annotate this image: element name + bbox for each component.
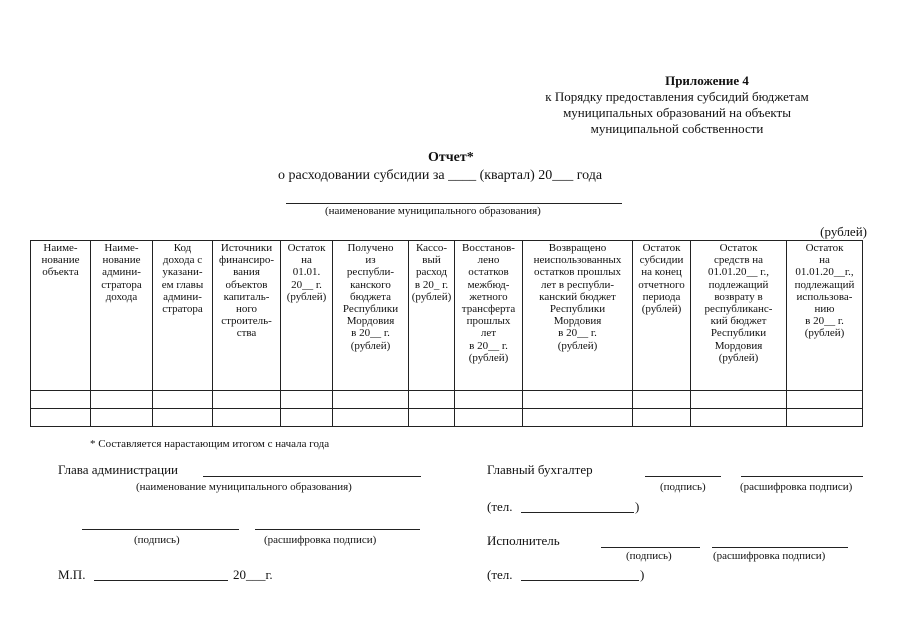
- accountant-phone-close: ): [635, 499, 640, 514]
- stamp-date-line[interactable]: [94, 580, 228, 581]
- table-cell[interactable]: [333, 409, 409, 427]
- column-header: [691, 241, 787, 391]
- column-header: [633, 241, 691, 391]
- accountant-signature-caption: (подпись): [660, 481, 706, 493]
- head-decoding-line[interactable]: [255, 529, 420, 530]
- column-header: [455, 241, 523, 391]
- table-cell[interactable]: [153, 391, 213, 409]
- column-header-text: Кассо- вый расход в 20_ г. (рублей): [411, 242, 452, 303]
- year-label: 20___г.: [233, 567, 273, 582]
- head-decoding-caption: (расшифровка подписи): [264, 534, 377, 546]
- column-header: [281, 241, 333, 391]
- column-header-text: Наиме- нование админи- стратора дохода: [101, 242, 142, 303]
- chief-accountant-label: Главный бухгалтер: [487, 462, 593, 477]
- executor-phone-close: ): [640, 567, 645, 582]
- accountant-decoding-line[interactable]: [741, 476, 863, 477]
- table-cell[interactable]: [787, 409, 863, 427]
- municipality-signature-line[interactable]: [203, 476, 421, 477]
- column-header: [523, 241, 633, 391]
- column-header-text: Остаток на 01.01.20__г., подлежащий использова- нию в 20__ г. (рублей): [794, 242, 855, 340]
- table-cell[interactable]: [31, 391, 91, 409]
- report-table: [30, 240, 863, 427]
- column-header-text: Остаток на 01.01. 20__ г. (рублей): [286, 242, 327, 303]
- table-cell[interactable]: [633, 391, 691, 409]
- table-cell[interactable]: [281, 409, 333, 427]
- table-cell[interactable]: [455, 391, 523, 409]
- appendix-title: Приложение 4: [665, 73, 749, 88]
- table-cell[interactable]: [91, 391, 153, 409]
- units-label: (рублей): [820, 224, 867, 239]
- head-of-administration-label: Глава администрации: [58, 462, 179, 477]
- table-row: [31, 409, 863, 427]
- table-cell[interactable]: [523, 409, 633, 427]
- column-header-text: Восстанов- лено остатков межбюд- жетного трансферта прошлых лет в 20__ г. (рублей): [461, 242, 516, 364]
- executor-phone-label: (тел.: [487, 567, 513, 582]
- head-signature-line[interactable]: [82, 529, 239, 530]
- column-header-text: Возвращено неиспользованных остатков прошлых лет в республи- канский бюджет Республики Мордовия в 20__ г. (рублей): [533, 242, 622, 352]
- table-cell[interactable]: [91, 409, 153, 427]
- table-cell[interactable]: [153, 409, 213, 427]
- report-subtitle: о расходовании субсидии за ____ (квартал) 20___ года: [278, 168, 603, 183]
- executor-label: Исполнитель: [487, 533, 560, 548]
- executor-decoding-caption: (расшифровка подписи): [713, 550, 826, 562]
- executor-phone-line[interactable]: [521, 580, 639, 581]
- accountant-phone-label: (тел.: [487, 499, 513, 514]
- appendix-line: муниципальной собственности: [590, 121, 764, 136]
- table-cell[interactable]: [281, 391, 333, 409]
- appendix-header: [497, 73, 857, 137]
- table-cell[interactable]: [691, 391, 787, 409]
- executor-signature-caption: (подпись): [626, 550, 672, 562]
- table-cell[interactable]: [409, 391, 455, 409]
- appendix-line: к Порядку предоставления субсидий бюджетам: [545, 89, 809, 104]
- table-cell[interactable]: [523, 391, 633, 409]
- executor-decoding-line[interactable]: [712, 547, 848, 548]
- column-header-text: Код дохода с указани- ем главы админи- стратора: [161, 242, 204, 316]
- table-cell[interactable]: [691, 409, 787, 427]
- column-header: [91, 241, 153, 391]
- column-header-text: Остаток средств на 01.01.20__ г., подлежащий возврату в республиканс- кий бюджет Республики Мордовия (рублей): [704, 242, 773, 364]
- table-cell[interactable]: [213, 409, 281, 427]
- accountant-phone-line[interactable]: [521, 512, 634, 513]
- footnote: * Составляется нарастающим итогом с начала года: [90, 438, 330, 450]
- table-cell[interactable]: [213, 391, 281, 409]
- municipality-field-line[interactable]: [286, 203, 622, 204]
- column-header-text: Источники финансиро- вания объектов капиталь- ного строитель- ства: [218, 242, 275, 340]
- column-header-text: Наиме- нование объекта: [41, 242, 80, 279]
- appendix-line: муниципальных образований на объекты: [563, 105, 791, 120]
- column-header: [153, 241, 213, 391]
- column-header-text: Получено из республи- канского бюджета Республики Мордовия в 20__ г. (рублей): [342, 242, 399, 352]
- table-cell[interactable]: [787, 391, 863, 409]
- column-header-text: Остаток субсидии на конец отчетного периода (рублей): [638, 242, 685, 316]
- table-cell[interactable]: [31, 409, 91, 427]
- column-header: [409, 241, 455, 391]
- accountant-signature-line[interactable]: [645, 476, 721, 477]
- report-title: Отчет*: [428, 150, 474, 165]
- column-header: [787, 241, 863, 391]
- stamp-label: М.П.: [58, 567, 86, 582]
- column-header: [213, 241, 281, 391]
- column-header: [31, 241, 91, 391]
- accountant-decoding-caption: (расшифровка подписи): [740, 481, 853, 493]
- table-cell[interactable]: [333, 391, 409, 409]
- municipality-caption: (наименование муниципального образования): [325, 205, 541, 217]
- municipality-caption-footer: (наименование муниципального образования): [136, 481, 352, 493]
- executor-signature-line[interactable]: [601, 547, 700, 548]
- table-cell[interactable]: [455, 409, 523, 427]
- column-header: [333, 241, 409, 391]
- head-signature-caption: (подпись): [134, 534, 180, 546]
- table-header-row: [31, 241, 863, 391]
- table-row: [31, 391, 863, 409]
- table-cell[interactable]: [409, 409, 455, 427]
- table-cell[interactable]: [633, 409, 691, 427]
